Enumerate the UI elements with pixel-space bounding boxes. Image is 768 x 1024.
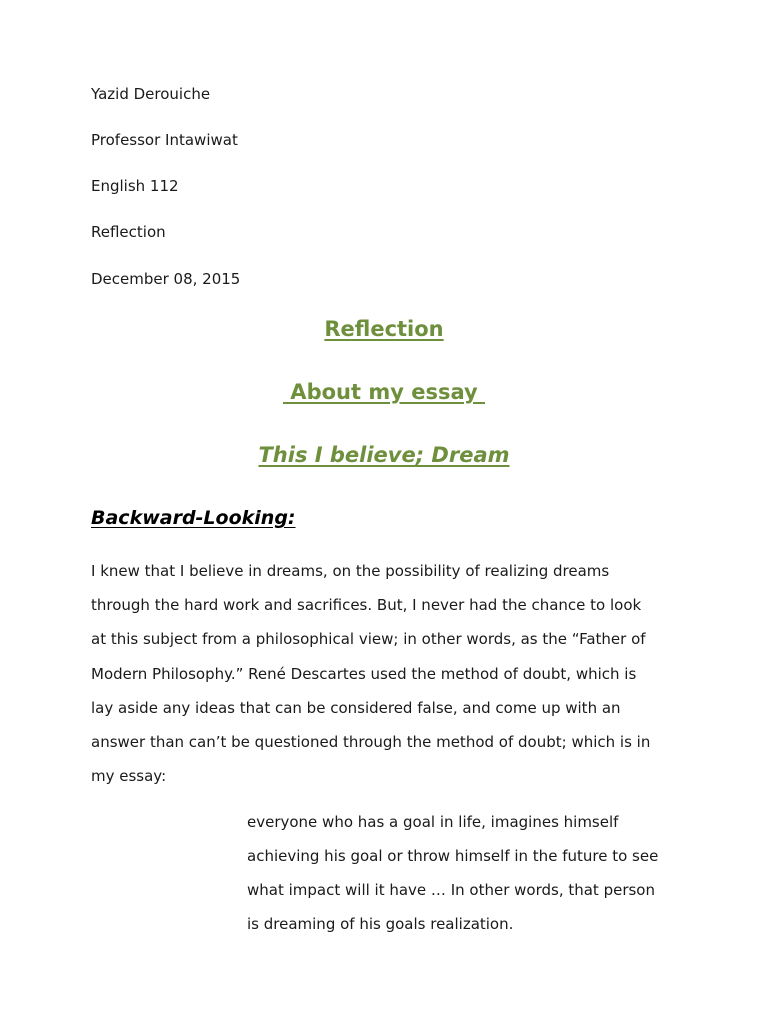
- quote-line: achieving his goal or throw himself in the future to see: [247, 847, 659, 865]
- paragraph-line: lay aside any ideas that can be considered false, and come up with an: [91, 699, 621, 717]
- paragraph-line: Modern Philosophy.” René Descartes used the method of doubt, which is: [91, 665, 637, 683]
- document-date: December 08, 2015: [91, 270, 241, 288]
- paragraph-line: through the hard work and sacrifices. But, I never had the chance to look: [91, 596, 642, 614]
- title-reflection: Reflection: [324, 317, 444, 341]
- course-name: English 112: [91, 177, 179, 195]
- paragraph-line: my essay:: [91, 767, 167, 785]
- professor-name: Professor Intawiwat: [91, 131, 238, 149]
- title-about-essay: About my essay: [283, 380, 485, 404]
- section-heading-backward-looking: Backward-Looking:: [91, 507, 296, 529]
- title-essay-name: This I believe; Dream: [258, 443, 510, 467]
- paragraph-line: I knew that I believe in dreams, on the possibility of realizing dreams: [91, 562, 610, 580]
- author-name: Yazid Derouiche: [91, 85, 211, 103]
- paragraph-line: at this subject from a philosophical view; in other words, as the “Father of: [91, 630, 646, 648]
- quote-line: everyone who has a goal in life, imagines himself: [247, 813, 619, 831]
- assignment-type: Reflection: [91, 223, 166, 241]
- paragraph-line: answer than can’t be questioned through the method of doubt; which is in: [91, 733, 651, 751]
- quote-line: what impact will it have … In other words, that person: [247, 881, 655, 899]
- quote-line: is dreaming of his goals realization.: [247, 915, 514, 933]
